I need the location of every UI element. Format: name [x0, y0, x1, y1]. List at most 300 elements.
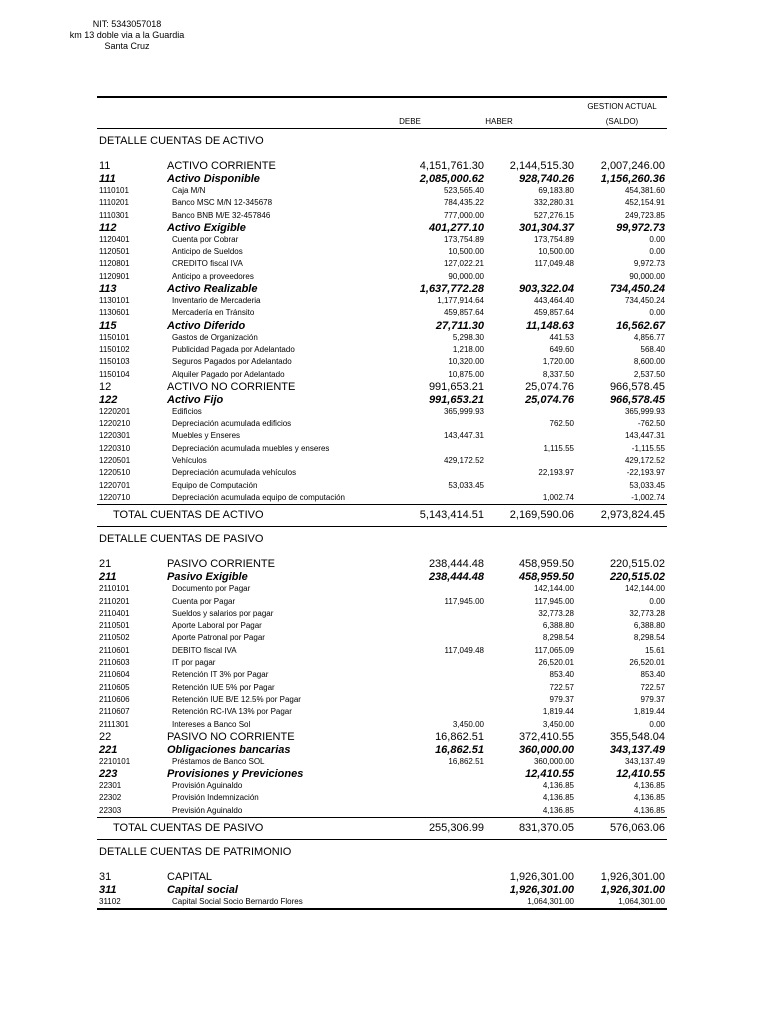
- account-code: 221: [99, 743, 118, 756]
- saldo-value: 53,033.45: [629, 480, 665, 490]
- account-code: 1220510: [99, 468, 131, 478]
- column-debe: DEBE: [399, 117, 421, 126]
- haber-value: 3,450.00: [542, 719, 574, 729]
- haber-value: 1,926,301.00: [509, 870, 574, 883]
- saldo-value: 454,381.60: [624, 186, 665, 195]
- account-code: 22301: [99, 781, 122, 791]
- haber-value: 928,740.26: [518, 173, 574, 185]
- debe-value: 127,022.21: [443, 259, 484, 269]
- debe-value: 784,435.22: [443, 198, 484, 208]
- debe-value: 991,653.21: [428, 380, 484, 393]
- account-name: Intereses a Banco Sol: [172, 719, 251, 729]
- account-name: ACTIVO NO CORRIENTE: [167, 380, 296, 393]
- saldo-value: 966,578.45: [609, 380, 665, 393]
- haber-value: 1,115.55: [543, 443, 574, 453]
- account-code: 2110501: [99, 621, 130, 631]
- account-row: [97, 185, 667, 197]
- haber-value: 332,280.31: [533, 198, 574, 208]
- debe-value: 523,565.40: [443, 186, 484, 195]
- debe-value: 16,862.51: [435, 730, 484, 743]
- account-name: Documento por Pagar: [172, 584, 251, 594]
- total-debe: 255,306.99: [428, 821, 484, 834]
- account-code: 1220310: [99, 443, 131, 453]
- debe-value: 2,085,000.62: [419, 173, 484, 185]
- saldo-value: -762.50: [637, 419, 665, 429]
- account-code: 2210101: [99, 756, 131, 766]
- account-subgroup-row: [97, 222, 667, 234]
- account-row: [97, 455, 667, 467]
- saldo-value: 0.00: [649, 596, 665, 606]
- account-name: Activo Diferido: [167, 319, 246, 332]
- account-group-row: [97, 558, 667, 571]
- company-city: Santa Cruz: [104, 41, 150, 51]
- account-name: Depreciación acumulada vehículos: [172, 468, 297, 478]
- account-code: 1130101: [99, 296, 130, 306]
- haber-value: 32,773.28: [538, 608, 574, 618]
- company-address: km 13 doble via a la Guardia: [69, 30, 185, 40]
- debe-value: 10,320.00: [448, 357, 484, 367]
- account-code: 1120901: [99, 271, 130, 281]
- haber-value: 441.53: [549, 332, 574, 342]
- account-group-row: [97, 381, 667, 394]
- account-code: 1150103: [99, 357, 130, 367]
- account-code: 21: [99, 558, 112, 571]
- debe-value: 5,298.30: [452, 332, 484, 342]
- account-subgroup-row: [97, 283, 667, 295]
- debe-value: 117,945.00: [444, 596, 484, 606]
- total-haber: 2,169,590.06: [509, 509, 574, 522]
- account-code: 2111301: [99, 719, 129, 729]
- account-name: ACTIVO CORRIENTE: [167, 160, 276, 172]
- account-row: [97, 706, 667, 718]
- account-group-row: [97, 871, 667, 884]
- account-code: 1220710: [99, 492, 131, 502]
- column-saldo: (SALDO): [605, 117, 639, 126]
- haber-value: 22,193.97: [538, 468, 574, 478]
- account-name: Banco MSC M/N 12-345678: [172, 198, 273, 208]
- saldo-value: 15.61: [644, 645, 665, 655]
- section-title: DETALLE CUENTAS DE PATRIMONIO: [97, 839, 667, 865]
- haber-value: 979.37: [549, 694, 574, 704]
- haber-value: 26,520.01: [538, 658, 574, 668]
- account-name: Activo Disponible: [167, 173, 260, 185]
- account-code: 2110101: [99, 584, 130, 594]
- account-name: Provisión Aguinaldo: [172, 781, 243, 791]
- account-name: PASIVO NO CORRIENTE: [167, 730, 295, 743]
- haber-value: 4,136.85: [542, 793, 574, 803]
- haber-value: 903,322.04: [518, 283, 574, 296]
- saldo-value: 343,137.49: [609, 743, 665, 756]
- saldo-value: 568.40: [640, 344, 665, 354]
- debe-value: 1,218.00: [452, 344, 484, 354]
- account-row: [97, 657, 667, 669]
- account-code: 1110301: [99, 210, 129, 220]
- debe-value: 401,277.10: [428, 221, 484, 234]
- account-name: CAPITAL: [167, 870, 213, 883]
- account-code: 1120801: [99, 259, 130, 269]
- account-code: 112: [99, 221, 117, 234]
- saldo-value: 979.37: [640, 694, 665, 704]
- account-code: 1110101: [99, 186, 129, 195]
- haber-value: 117,049.48: [534, 259, 574, 269]
- account-code: 111: [99, 173, 116, 185]
- debe-value: 10,875.00: [448, 369, 484, 379]
- account-name: Aporte Patronal por Pagar: [172, 633, 265, 643]
- account-name: Activo Exigible: [167, 221, 246, 234]
- account-subgroup-row: [97, 768, 667, 780]
- account-name: Retención IUE B/E 12.5% por Pagar: [172, 694, 301, 704]
- account-name: Retención IUE 5% por Pagar: [172, 682, 275, 692]
- account-subgroup-row: [97, 744, 667, 756]
- account-name: Cuenta por Cobrar: [172, 234, 239, 244]
- account-code: 1120401: [99, 234, 130, 244]
- account-row: [97, 632, 667, 644]
- company-nit: NIT: 5343057018: [92, 19, 162, 29]
- saldo-value: 2,537.50: [633, 369, 665, 379]
- account-row: [97, 492, 667, 504]
- haber-value: 1,926,301.00: [509, 883, 574, 896]
- account-code: 11: [99, 160, 111, 172]
- account-row: [97, 369, 667, 381]
- account-name: Aporte Laboral por Pagar: [172, 621, 262, 631]
- account-name: Edificios: [172, 406, 202, 416]
- account-row: [97, 307, 667, 319]
- haber-value: 117,945.00: [534, 596, 574, 606]
- haber-value: 69,183.80: [538, 186, 574, 195]
- account-name: Sueldos y salarios por pagar: [172, 608, 274, 618]
- account-name: Capital social: [167, 883, 238, 896]
- account-code: 31: [99, 870, 112, 883]
- account-code: 1120501: [99, 247, 130, 257]
- debe-value: 90,000.00: [448, 271, 484, 281]
- saldo-value: 6,388.80: [633, 621, 665, 631]
- debe-value: 173,754.89: [443, 234, 484, 244]
- haber-value: 8,298.54: [542, 633, 574, 643]
- account-code: 22302: [99, 793, 122, 803]
- debe-value: 991,653.21: [428, 393, 484, 406]
- saldo-value: 343,137.49: [624, 756, 665, 766]
- haber-value: 25,074.76: [525, 380, 574, 393]
- section-title: DETALLE CUENTAS DE PASIVO: [97, 526, 667, 552]
- account-code: 1150104: [99, 369, 130, 379]
- account-row: [97, 480, 667, 492]
- account-name: Provisiones y Previciones: [167, 768, 304, 781]
- total-label: TOTAL CUENTAS DE ACTIVO: [113, 509, 264, 522]
- total-saldo: 576,063.06: [609, 821, 665, 834]
- saldo-value: 722.57: [640, 682, 665, 692]
- account-code: 2110502: [99, 633, 130, 643]
- account-code: 211: [99, 571, 117, 584]
- account-code: 122: [99, 393, 118, 406]
- saldo-value: -1,115.55: [631, 443, 665, 453]
- saldo-value: 143,447.31: [624, 431, 665, 441]
- account-name: Publicidad Pagada por Adelantado: [172, 344, 295, 354]
- account-name: Alquiler Pagado por Adelantado: [172, 369, 285, 379]
- account-row: [97, 467, 667, 479]
- account-code: 2110601: [99, 645, 130, 655]
- account-name: Provisión Indemnización: [172, 793, 259, 803]
- account-code: 31102: [99, 896, 121, 906]
- account-row: [97, 210, 667, 222]
- total-debe: 5,143,414.51: [419, 509, 484, 522]
- saldo-value: 99,972.73: [616, 221, 665, 234]
- debe-value: 117,049.48: [444, 645, 484, 655]
- account-group-row: [97, 731, 667, 744]
- account-row: [97, 430, 667, 442]
- account-row: [97, 356, 667, 368]
- account-name: Banco BNB M/E 32-457846: [172, 210, 271, 220]
- haber-value: 527,276.15: [533, 210, 574, 220]
- account-name: Activo Realizable: [167, 283, 258, 296]
- account-row: [97, 344, 667, 356]
- account-name: PASIVO CORRIENTE: [167, 558, 275, 571]
- saldo-value: 16,562.67: [616, 319, 665, 332]
- account-name: Inventario de Mercaderia: [172, 296, 261, 306]
- account-row: [97, 406, 667, 418]
- account-name: Seguros Pagados por Adelantado: [172, 357, 292, 367]
- saldo-value: 1,156,260.36: [600, 173, 665, 185]
- account-code: 2110603: [99, 658, 130, 668]
- account-name: Vehículos: [172, 456, 207, 466]
- saldo-value: 220,515.02: [609, 558, 665, 571]
- saldo-value: 966,578.45: [609, 393, 665, 406]
- haber-value: 301,304.37: [518, 221, 574, 234]
- saldo-value: 4,136.85: [633, 793, 665, 803]
- haber-value: 25,074.76: [525, 393, 574, 406]
- debe-value: 27,711.30: [435, 319, 484, 332]
- account-code: 2110606: [99, 694, 130, 704]
- haber-value: 8,337.50: [542, 369, 574, 379]
- column-haber: HABER: [485, 117, 513, 126]
- account-name: Muebles y Enseres: [172, 431, 241, 441]
- account-name: IT por pagar: [172, 658, 216, 668]
- account-name: Activo Fijo: [167, 393, 224, 406]
- account-name: Cuenta por Pagar: [172, 596, 236, 606]
- haber-value: 459,857.64: [533, 308, 574, 318]
- saldo-value: 9,972.73: [633, 259, 665, 269]
- saldo-value: -22,193.97: [626, 468, 665, 478]
- haber-value: 1,002.74: [542, 492, 574, 502]
- haber-value: 458,959.50: [518, 558, 574, 571]
- account-code: 2110605: [99, 682, 130, 692]
- bottom-rule: [97, 908, 667, 910]
- debe-value: 238,444.48: [428, 571, 484, 584]
- account-name: Retención RC-IVA 13% por Pagar: [172, 707, 292, 717]
- total-label: TOTAL CUENTAS DE PASIVO: [113, 821, 264, 834]
- haber-value: 10,500.00: [538, 247, 574, 257]
- saldo-value: 26,520.01: [629, 658, 665, 668]
- saldo-value: 0.00: [649, 234, 665, 244]
- debe-value: 143,447.31: [443, 431, 484, 441]
- account-name: Anticipo a proveedores: [172, 271, 254, 281]
- haber-value: 11,148.63: [525, 319, 574, 332]
- account-row: [97, 792, 667, 804]
- account-code: 2110201: [99, 596, 130, 606]
- account-row: [97, 258, 667, 270]
- account-row: [97, 596, 667, 608]
- saldo-value: 220,515.02: [609, 571, 665, 584]
- saldo-value: 142,144.00: [624, 584, 665, 594]
- saldo-value: 429,172.52: [624, 456, 665, 466]
- haber-value: 6,388.80: [542, 621, 574, 631]
- debe-value: 429,172.52: [443, 456, 484, 466]
- saldo-value: 8,600.00: [633, 357, 665, 367]
- account-row: [97, 234, 667, 246]
- account-code: 1220701: [99, 480, 131, 490]
- saldo-value: -1,002.74: [631, 492, 665, 502]
- account-group-row: [97, 160, 667, 173]
- saldo-value: 355,548.04: [609, 730, 665, 743]
- account-code: 1130601: [99, 308, 130, 318]
- account-code: 1220201: [99, 406, 131, 416]
- account-name: Retención IT 3% por Pagar: [172, 670, 269, 680]
- haber-value: 360,000.00: [518, 743, 574, 756]
- section-total-row: [97, 504, 667, 526]
- saldo-value: 1,064,301.00: [618, 896, 665, 906]
- account-row: [97, 645, 667, 657]
- haber-value: 443,464.40: [533, 296, 574, 306]
- account-row: [97, 805, 667, 817]
- account-code: 1220501: [99, 456, 131, 466]
- haber-value: 142,144.00: [533, 584, 574, 594]
- account-code: 115: [99, 319, 117, 332]
- debe-value: 3,450.00: [452, 719, 484, 729]
- account-row: [97, 756, 667, 768]
- account-name: Depreciación acumulada edificios: [172, 419, 292, 429]
- saldo-value: 452,154.91: [624, 198, 665, 208]
- debe-value: 53,033.45: [448, 480, 484, 490]
- account-code: 2110607: [99, 707, 130, 717]
- saldo-value: 1,926,301.00: [600, 870, 665, 883]
- balance-report: [97, 96, 667, 910]
- company-info: [62, 19, 192, 52]
- account-row: [97, 271, 667, 283]
- column-gestion-actual: GESTION ACTUAL: [587, 102, 657, 111]
- account-name: DEBITO fiscal IVA: [172, 645, 237, 655]
- account-row: [97, 608, 667, 620]
- account-name: Caja M/N: [172, 186, 206, 195]
- debe-value: 777,000.00: [443, 210, 484, 220]
- account-row: [97, 669, 667, 681]
- haber-value: 1,819.44: [542, 707, 574, 717]
- account-name: Anticipo de Sueldos: [172, 247, 243, 257]
- saldo-value: 12,410.55: [616, 768, 665, 781]
- saldo-value: 365,999.93: [624, 406, 665, 416]
- saldo-value: 4,856.77: [633, 332, 665, 342]
- haber-value: 4,136.85: [542, 805, 574, 815]
- debe-value: 238,444.48: [428, 558, 484, 571]
- account-subgroup-row: [97, 173, 667, 185]
- account-name: Mercadería en Tránsito: [172, 308, 255, 318]
- saldo-value: 1,926,301.00: [600, 883, 665, 896]
- saldo-value: 734,450.24: [609, 283, 665, 296]
- account-code: 1220301: [99, 431, 131, 441]
- saldo-value: 0.00: [649, 719, 665, 729]
- account-name: CREDITO fiscal IVA: [172, 259, 243, 269]
- account-code: 22: [99, 730, 112, 743]
- debe-value: 1,637,772.28: [419, 283, 484, 296]
- saldo-value: 32,773.28: [629, 608, 665, 618]
- account-name: Depreciación acumulada muebles y enseres: [172, 443, 330, 453]
- account-row: [97, 682, 667, 694]
- account-row: [97, 719, 667, 731]
- haber-value: 853.40: [549, 670, 574, 680]
- account-code: 113: [99, 283, 117, 296]
- account-name: Capital Social Socio Bernardo Flores: [172, 896, 303, 906]
- haber-value: 372,410.55: [518, 730, 574, 743]
- debe-value: 16,862.51: [435, 743, 484, 756]
- account-name: Gastos de Organización: [172, 332, 258, 342]
- account-subgroup-row: [97, 320, 667, 332]
- debe-value: 1,177,914.64: [437, 296, 484, 306]
- account-row: [97, 443, 667, 455]
- account-code: 1150102: [99, 344, 130, 354]
- debe-value: 365,999.93: [443, 406, 484, 416]
- haber-value: 360,000.00: [533, 756, 574, 766]
- saldo-value: 8,298.54: [633, 633, 665, 643]
- account-row: [97, 332, 667, 344]
- haber-value: 1,720.00: [542, 357, 574, 367]
- account-code: 1220210: [99, 419, 131, 429]
- account-code: 12: [99, 380, 112, 393]
- haber-value: 762.50: [549, 419, 574, 429]
- saldo-value: 734,450.24: [624, 296, 665, 306]
- account-code: 2110401: [99, 608, 130, 618]
- saldo-value: 853.40: [640, 670, 665, 680]
- account-code: 1110201: [99, 198, 129, 208]
- account-name: Previsión Aguinaldo: [172, 805, 243, 815]
- total-haber: 831,370.05: [518, 821, 574, 834]
- column-headers: [97, 98, 667, 128]
- account-row: [97, 246, 667, 258]
- saldo-value: 4,136.85: [633, 781, 665, 791]
- debe-value: 4,151,761.30: [419, 160, 484, 172]
- saldo-value: 1,819.44: [633, 707, 665, 717]
- saldo-value: 249,723.85: [624, 210, 665, 220]
- account-name: Obligaciones bancarias: [167, 743, 291, 756]
- section-title: DETALLE CUENTAS DE ACTIVO: [97, 128, 667, 154]
- haber-value: 1,064,301.00: [527, 896, 574, 906]
- account-code: 311: [99, 883, 117, 896]
- saldo-value: 0.00: [649, 247, 665, 257]
- account-row: [97, 896, 667, 908]
- saldo-value: 0.00: [649, 308, 665, 318]
- debe-value: 459,857.64: [443, 308, 484, 318]
- account-subgroup-row: [97, 394, 667, 406]
- account-name: Pasivo Exigible: [167, 571, 248, 584]
- account-code: 2110604: [99, 670, 130, 680]
- haber-value: 4,136.85: [542, 781, 574, 791]
- section-total-row: [97, 817, 667, 839]
- account-subgroup-row: [97, 884, 667, 896]
- account-code: 1150101: [99, 332, 130, 342]
- account-code: 223: [99, 768, 118, 781]
- account-subgroup-row: [97, 571, 667, 583]
- haber-value: 117,065.09: [534, 645, 574, 655]
- haber-value: 722.57: [549, 682, 574, 692]
- debe-value: 16,862.51: [448, 756, 484, 766]
- account-row: [97, 780, 667, 792]
- account-row: [97, 197, 667, 209]
- haber-value: 12,410.55: [525, 768, 574, 781]
- debe-value: 10,500.00: [448, 247, 484, 257]
- haber-value: 2,144,515.30: [509, 160, 574, 172]
- account-row: [97, 620, 667, 632]
- haber-value: 458,959.50: [518, 571, 574, 584]
- account-row: [97, 583, 667, 595]
- haber-value: 649.60: [549, 344, 574, 354]
- haber-value: 173,754.89: [533, 234, 574, 244]
